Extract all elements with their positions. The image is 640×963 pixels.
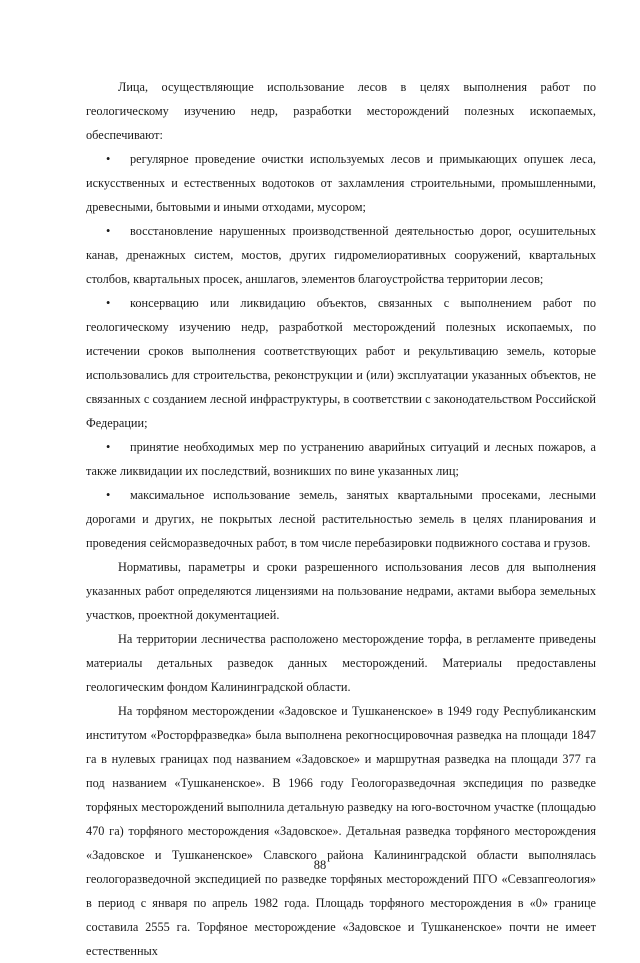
bullet-item: [86, 483, 596, 555]
bullet-icon: •: [106, 440, 111, 454]
intro-paragraph: Лица, осуществляющие использование лесов в целях выполнения работ по геологическому изучению недр, разработки месторождений полезных ископаемых, обеспечивают:: [86, 80, 596, 142]
bullet-icon: •: [106, 152, 111, 166]
bullet-item: [86, 147, 596, 219]
bullet-icon: •: [106, 224, 111, 238]
bullet-item: [86, 435, 596, 483]
bullet-icon: •: [106, 296, 111, 310]
document-body: [86, 75, 596, 963]
paragraph-norms: Нормативы, параметры и сроки разрешенного использования лесов для выполнения указанных работ определяются лицензиями на пользование недрами, актами выбора земельных участков, проектной документацией.: [86, 560, 596, 622]
bullet-item: [86, 291, 596, 435]
bullet-item: [86, 219, 596, 291]
bullet-text: консервацию или ликвидацию объектов, связанных с выполнением работ по геологическому изучению недр, разработкой месторождений полезных ископаемых, по истечении сроков выполнения соответствующих работ и рекультивацию земель, которые использовались для строительства, реконструкции и (или) эксплуатации указанных объектов, не связанных с созданием лесной инфраструктуры, в соответствии с законодательством Российской Федерации;: [86, 296, 596, 430]
bullet-text: регулярное проведение очистки используемых лесов и примыкающих опушек леса, искусственных и естественных водотоков от захламления строительными, промышленными, древесными, бытовыми и иными отходами, мусором;: [86, 152, 596, 214]
bullet-text: максимальное использование земель, занятых квартальными просеками, лесными дорогами и других, не покрытых лесной растительностью земель в целях планирования и проведения сейсморазведочных работ, в том числе перебазировки подвижного состава и грузов.: [86, 488, 596, 550]
page-number: 88: [313, 858, 327, 872]
paragraph-exploration-history: На торфяном месторождении «Задовское и Тушканенское» в 1949 году Республиканским институтом «Росторфразведка» была выполнена рекогносцировочная разведка на площади 1847 га в нулевых границах под названием «Задовское» и маршрутная разведка на площади 377 га под названием «Тушканенское». В 1966 году Геологоразведочная экспедиция по разведке торфяных месторождений выполнила детальную разведку на юго-восточном участке (площадью 470 га) торфяного месторождения «Задовское». Детальная разведка торфяного месторождения «Задовское и Тушканенское» Славского района Калининградской области выполнялась геологоразведочной экспедицией по разведке торфяных месторождений ПГО «Севзапгеология» в период с января по апрель 1982 года. Площадь торфяного месторождения в «0» границе составила 2555 га. Торфяное месторождение «Задовское и Тушканенское» почти не имеет естественных: [86, 704, 596, 958]
paragraph-peat-deposit: На территории лесничества расположено месторождение торфа, в регламенте приведены материалы детальных разведок данных месторождений. Материалы предоставлены геологическим фондом Калининградской области.: [86, 632, 596, 694]
bullet-text: восстановление нарушенных производственной деятельностью дорог, осушительных канав, дренажных систем, мостов, других гидромелиоративных сооружений, квартальных столбов, квартальных просек, аншлагов, элементов благоустройства территории лесов;: [86, 224, 596, 286]
bullet-icon: •: [106, 488, 111, 502]
bullet-text: принятие необходимых мер по устранению аварийных ситуаций и лесных пожаров, а также ликвидации их последствий, возникших по вине указанных лиц;: [86, 440, 596, 478]
